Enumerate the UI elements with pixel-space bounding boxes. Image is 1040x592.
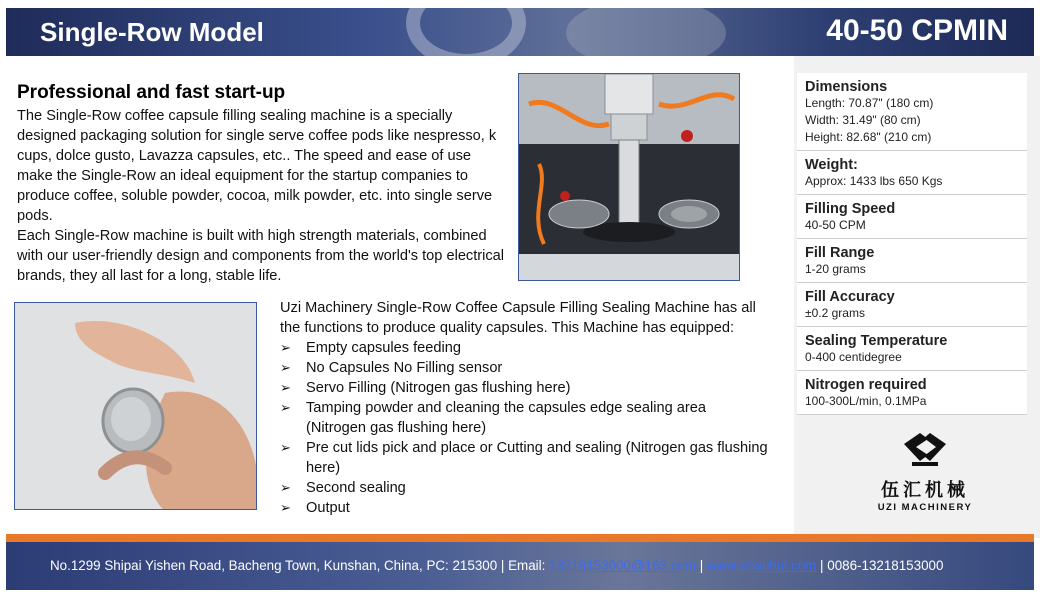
spec-nitrogen xyxy=(797,371,1027,415)
spec-value: 40-50 CPM xyxy=(805,218,866,232)
logo-chinese-text: 伍汇机械 xyxy=(881,480,969,501)
feature-item xyxy=(280,398,770,438)
capsule-hand-illustration xyxy=(15,303,257,510)
model-title: Single-Row Model xyxy=(40,17,264,47)
feature-item xyxy=(280,438,770,478)
intro-heading: Professional and fast start-up xyxy=(17,82,286,103)
spec-sealing-temperature xyxy=(797,327,1027,371)
spec-value: Width: 31.49" (80 cm) xyxy=(805,113,921,127)
feature-item xyxy=(280,338,770,358)
spec-label: Nitrogen required xyxy=(805,377,927,393)
spec-value: Approx: 1433 lbs 650 Kgs xyxy=(805,174,943,188)
feature-text: No Capsules No Filling sensor xyxy=(306,360,503,376)
feature-text: Pre cut lids pick and place or Cutting and sealing (Nitrogen gas flushing here) xyxy=(306,440,768,476)
feature-item xyxy=(280,478,770,498)
spec-label: Sealing Temperature xyxy=(805,333,948,349)
spec-label: Dimensions xyxy=(805,79,888,95)
arrow-bullet-icon: ➢ xyxy=(280,340,291,355)
banner-decoration xyxy=(566,8,726,56)
arrow-bullet-icon: ➢ xyxy=(280,480,291,495)
spec-value: 1-20 grams xyxy=(805,262,866,276)
spec-value: Height: 82.68" (210 cm) xyxy=(805,130,932,144)
spec-dimensions xyxy=(797,73,1027,151)
feature-text: Servo Filling (Nitrogen gas flushing here) xyxy=(306,380,571,396)
spec-label: Fill Range xyxy=(805,245,875,261)
company-logo xyxy=(870,430,980,513)
spec-label: Filling Speed xyxy=(805,201,896,217)
intro-text xyxy=(17,106,507,286)
logo-english-text: UZI MACHINERY xyxy=(877,502,973,513)
machine-description xyxy=(280,298,770,518)
feature-text: Output xyxy=(306,500,350,516)
description-lead: Uzi Machinery Single-Row Coffee Capsule Filling Sealing Machine has all the functions to produce quality capsules. This Machine has equipped: xyxy=(280,300,756,336)
spec-fill-accuracy xyxy=(797,283,1027,327)
logo-mark-icon xyxy=(898,430,952,468)
capsule-photo xyxy=(14,302,257,510)
contact-line xyxy=(50,558,943,573)
separator: | xyxy=(500,558,505,573)
spec-filling-speed xyxy=(797,195,1027,239)
arrow-bullet-icon: ➢ xyxy=(280,500,291,515)
spec-label: Fill Accuracy xyxy=(805,289,895,305)
machine-photo xyxy=(518,73,740,281)
arrow-bullet-icon: ➢ xyxy=(280,440,291,455)
email-link[interactable]: 13218153000@163.com xyxy=(549,558,696,573)
spec-value: Length: 70.87" (180 cm) xyxy=(805,96,934,110)
address-text: No.1299 Shipai Yishen Road, Bacheng Town, Kunshan, China, PC: 215300 xyxy=(50,558,498,573)
speed-title: 40-50 CPMIN xyxy=(826,14,1008,47)
feature-item xyxy=(280,358,770,378)
feature-text: Empty capsules feeding xyxy=(306,340,461,356)
feature-text: Second sealing xyxy=(306,480,406,496)
phone-text: 0086-13218153000 xyxy=(827,558,944,573)
feature-list xyxy=(280,338,770,518)
footer-accent-bar xyxy=(6,534,1034,542)
feature-text: Tamping powder and cleaning the capsules edge sealing area (Nitrogen gas flushing here) xyxy=(306,400,706,436)
spec-label: Weight: xyxy=(805,157,858,173)
email-label: Email: xyxy=(508,558,546,573)
footer-bar xyxy=(6,542,1034,590)
arrow-bullet-icon: ➢ xyxy=(280,360,291,375)
spec-fill-range xyxy=(797,239,1027,283)
intro-paragraph: Each Single-Row machine is built with high strength materials, combined with our user-friendly design and components from the world's top electrical brands, they all last for a long, stable life. xyxy=(17,228,505,284)
intro-paragraph: The Single-Row coffee capsule filling sealing machine is a specially designed packaging solution for single serve coffee pods like nespresso, k cups, dolce gusto, Lavazza capsules, etc.. The speed and ease of use make the Single-Row an ideal equipment for the startup companies to produce coffee, soluble powder, cocoa, milk powder, etc. into single serve pods. xyxy=(17,108,497,224)
website-link[interactable]: www.szwuhui.com xyxy=(706,558,817,573)
banner-decoration xyxy=(406,8,526,56)
spec-value: 100-300L/min, 0.1MPa xyxy=(805,394,927,408)
spec-list xyxy=(797,73,1027,415)
separator: | xyxy=(699,558,704,573)
arrow-bullet-icon: ➢ xyxy=(280,400,291,415)
machine-illustration xyxy=(519,74,740,281)
feature-item xyxy=(280,498,770,518)
feature-item xyxy=(280,378,770,398)
spec-value: 0-400 centidegree xyxy=(805,350,902,364)
separator: | xyxy=(820,558,824,573)
spec-weight xyxy=(797,151,1027,195)
arrow-bullet-icon: ➢ xyxy=(280,380,291,395)
header-banner xyxy=(6,8,1034,56)
spec-value: ±0.2 grams xyxy=(805,306,865,320)
